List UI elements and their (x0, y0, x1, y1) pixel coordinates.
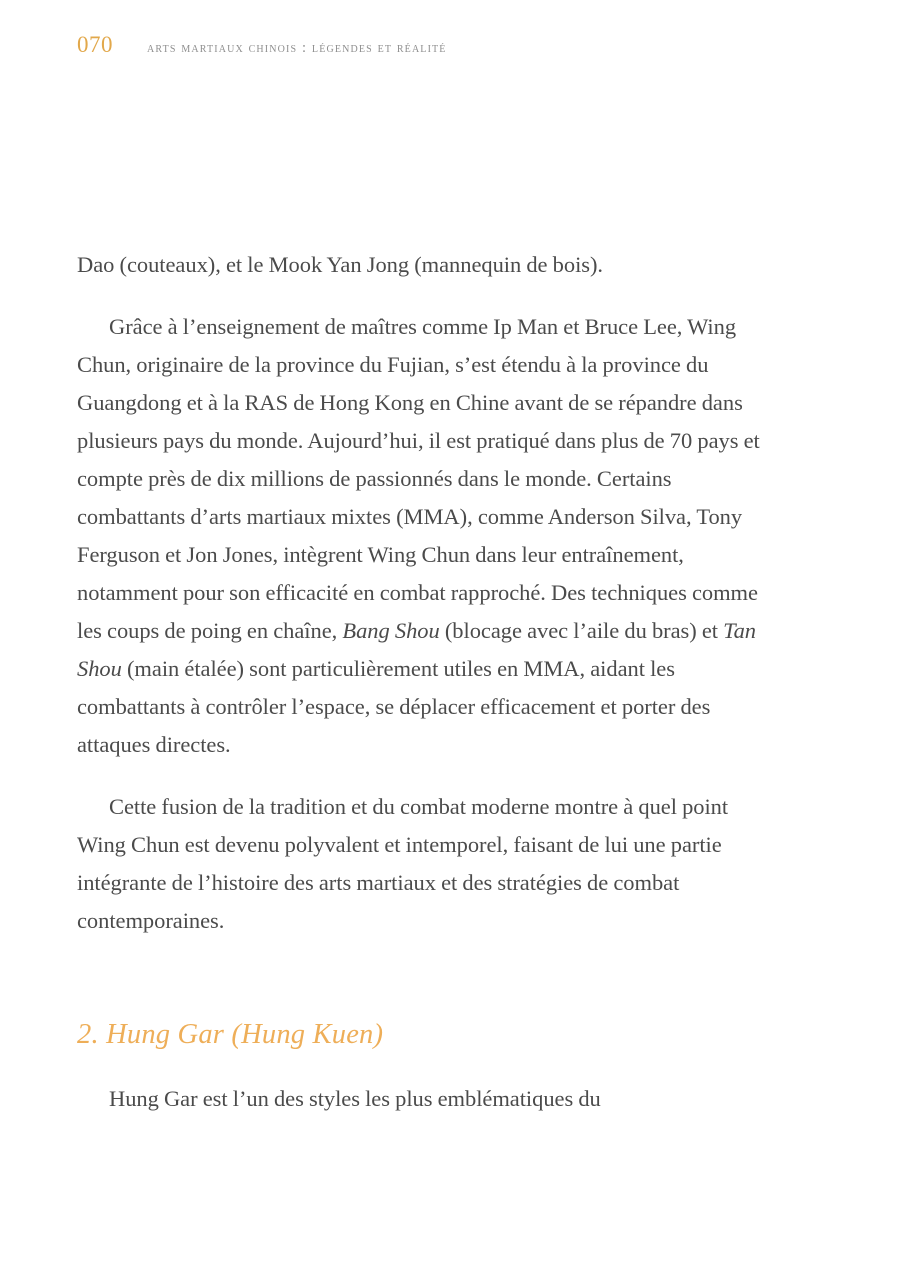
text-run: Grâce à l’enseignement de maîtres comme Ip Man et Bruce Lee, Wing Chun, originaire de la province du Fujian, s’est étendu à la province du Guangdong et à la RAS de Hong Kong en Chine avant de se répandre dans plusieurs pays du monde. Aujourd’hui, il est pratiqué dans plus de 70 pays et compte près de dix millions de passionnés dans le monde. Certains combattants d’arts martiaux mixtes (MMA), comme Anderson Silva, Tony Ferguson et Jon Jones, intègrent Wing Chun dans leur entraînement, notamment pour son efficacité en combat rapproché. Des techniques comme les coups de poing en chaîne, (77, 314, 760, 643)
term-tan-shou: Tan Shou (77, 618, 756, 681)
paragraph-2 (77, 308, 761, 764)
text-run: (main étalée) sont particulièrement utiles en MMA, aidant les combattants à contrôler l’espace, se déplacer efficacement et porter des attaques directes. (77, 656, 711, 757)
paragraph-4: Hung Gar est l’un des styles les plus emblématiques du (109, 1086, 601, 1111)
running-header-title: arts martiaux chinois : légendes et réalité (147, 40, 447, 56)
section-heading-hung-gar: 2. Hung Gar (Hung Kuen) (77, 1019, 384, 1050)
page-number: 070 (77, 32, 113, 57)
running-header (77, 33, 823, 56)
section-heading-block (77, 1018, 761, 1052)
text-run: (blocage avec l’aile du bras) et (439, 618, 724, 643)
paragraph-1: Dao (couteaux), et le Mook Yan Jong (mannequin de bois). (77, 252, 603, 277)
term-bang-shou: Bang Shou (342, 618, 440, 643)
page-body (77, 246, 761, 1118)
paragraph-3: Cette fusion de la tradition et du combat moderne montre à quel point Wing Chun est devenu polyvalent et intemporel, faisant de lui une partie intégrante de l’histoire des arts martiaux et des stratégies de combat contemporaines. (77, 794, 729, 933)
